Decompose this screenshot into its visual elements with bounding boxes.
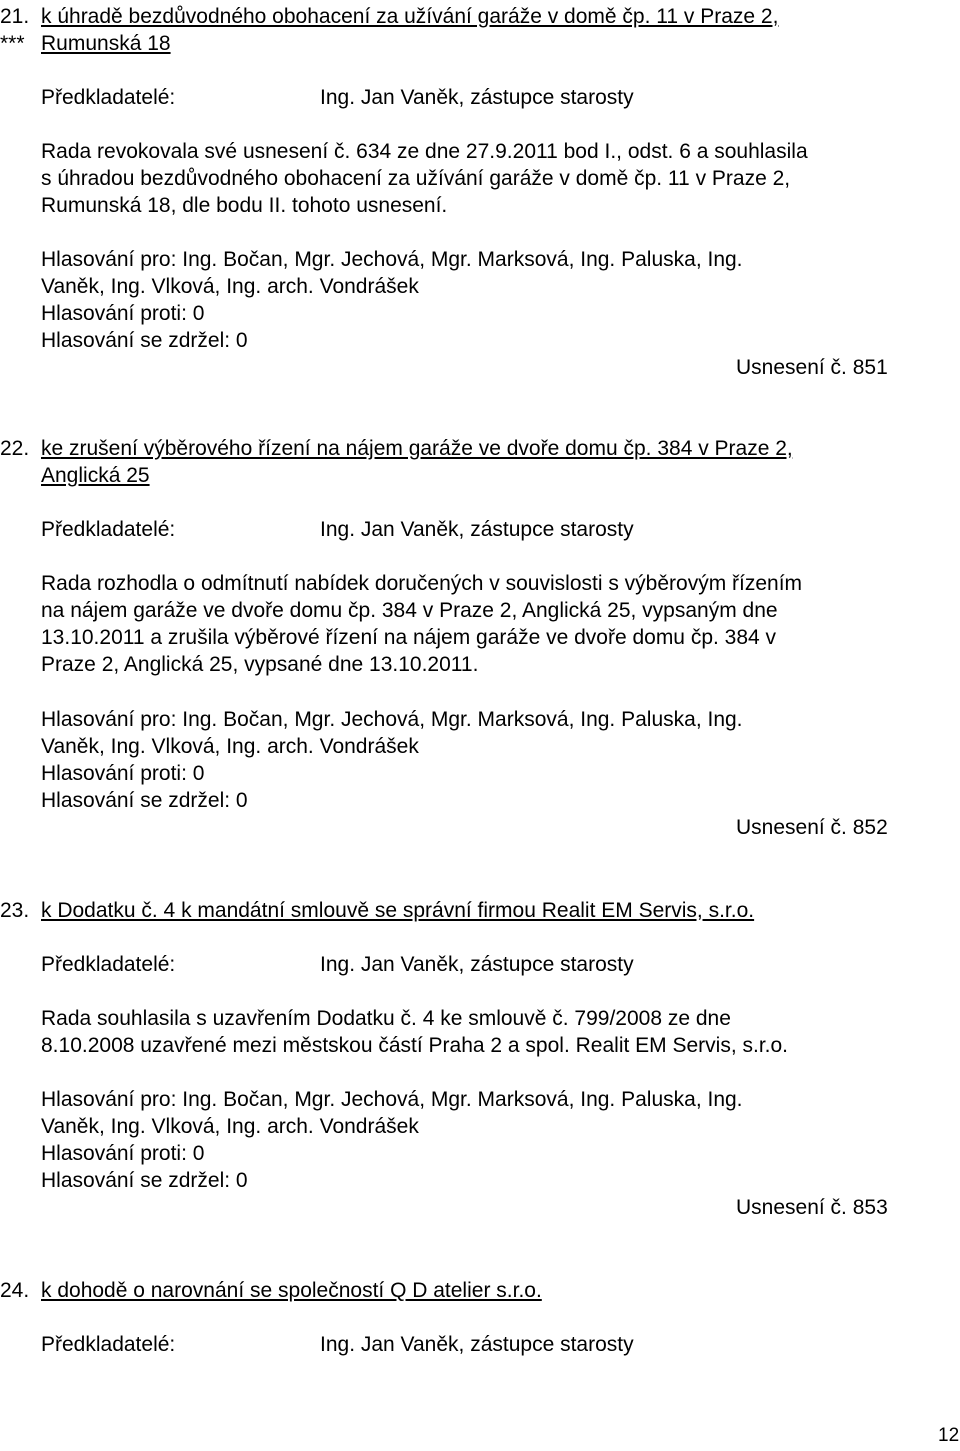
item-number: 22.	[0, 437, 30, 460]
body-line: na nájem garáže ve dvoře domu čp. 384 v Praze 2, Anglická 25, vypsaným dne	[41, 599, 778, 622]
item-title-line-2: Rumunská 18	[41, 32, 171, 55]
item-number: 21.	[0, 5, 30, 28]
presenter-name: Ing. Jan Vaněk, zástupce starosty	[320, 953, 634, 976]
vote-abstain: Hlasování se zdržel: 0	[41, 1169, 248, 1192]
body-line: Rada souhlasila s uzavřením Dodatku č. 4 ke smlouvě č. 799/2008 ze dne	[41, 1007, 731, 1030]
vote-against: Hlasování proti: 0	[41, 762, 205, 785]
vote-against: Hlasování proti: 0	[41, 302, 205, 325]
body-line: s úhradou bezdůvodného obohacení za užívání garáže v domě čp. 11 v Praze 2,	[41, 167, 791, 190]
vote-abstain: Hlasování se zdržel: 0	[41, 789, 248, 812]
body-line: Rumunská 18, dle bodu II. tohoto usnesení.	[41, 194, 448, 217]
resolution-number: Usnesení č. 851	[736, 356, 888, 379]
vote-for-line: Hlasování pro: Ing. Bočan, Mgr. Jechová, Mgr. Marksová, Ing. Paluska, Ing.	[41, 708, 743, 731]
presenter-name: Ing. Jan Vaněk, zástupce starosty	[320, 1333, 634, 1356]
item-title-line-2: Anglická 25	[41, 464, 150, 487]
vote-for-line: Hlasování pro: Ing. Bočan, Mgr. Jechová, Mgr. Marksová, Ing. Paluska, Ing.	[41, 248, 743, 271]
body-line: Praze 2, Anglická 25, vypsané dne 13.10.2011.	[41, 653, 479, 676]
item-title-line-1: k úhradě bezdůvodného obohacení za užívání garáže v domě čp. 11 v Praze 2,	[41, 5, 779, 28]
item-title-line-1: k dohodě o narovnání se společností Q D atelier s.r.o.	[41, 1279, 542, 1302]
body-line: Rada revokovala své usnesení č. 634 ze dne 27.9.2011 bod I., odst. 6 a souhlasila	[41, 140, 808, 163]
presenter-name: Ing. Jan Vaněk, zástupce starosty	[320, 86, 634, 109]
presenter-label: Předkladatelé:	[41, 518, 176, 541]
presenter-label: Předkladatelé:	[41, 86, 176, 109]
presenter-label: Předkladatelé:	[41, 953, 176, 976]
page-number: 12	[938, 1425, 960, 1446]
item-marker: ***	[0, 32, 25, 55]
item-title-line-1: k Dodatku č. 4 k mandátní smlouvě se správní firmou Realit EM Servis, s.r.o.	[41, 899, 755, 922]
vote-for-line: Vaněk, Ing. Vlková, Ing. arch. Vondrášek	[41, 1115, 419, 1138]
vote-against: Hlasování proti: 0	[41, 1142, 205, 1165]
vote-for-line: Vaněk, Ing. Vlková, Ing. arch. Vondrášek	[41, 275, 419, 298]
resolution-number: Usnesení č. 853	[736, 1196, 888, 1219]
body-line: 8.10.2008 uzavřené mezi městskou částí Praha 2 a spol. Realit EM Servis, s.r.o.	[41, 1034, 789, 1057]
vote-for-line: Hlasování pro: Ing. Bočan, Mgr. Jechová, Mgr. Marksová, Ing. Paluska, Ing.	[41, 1088, 743, 1111]
resolution-number: Usnesení č. 852	[736, 816, 888, 839]
item-number: 24.	[0, 1279, 30, 1302]
presenter-label: Předkladatelé:	[41, 1333, 176, 1356]
item-number: 23.	[0, 899, 30, 922]
vote-for-line: Vaněk, Ing. Vlková, Ing. arch. Vondrášek	[41, 735, 419, 758]
body-line: Rada rozhodla o odmítnutí nabídek doručených v souvislosti s výběrovým řízením	[41, 572, 803, 595]
item-title-line-1: ke zrušení výběrového řízení na nájem garáže ve dvoře domu čp. 384 v Praze 2,	[41, 437, 793, 460]
presenter-name: Ing. Jan Vaněk, zástupce starosty	[320, 518, 634, 541]
vote-abstain: Hlasování se zdržel: 0	[41, 329, 248, 352]
body-line: 13.10.2011 a zrušila výběrové řízení na nájem garáže ve dvoře domu čp. 384 v	[41, 626, 777, 649]
